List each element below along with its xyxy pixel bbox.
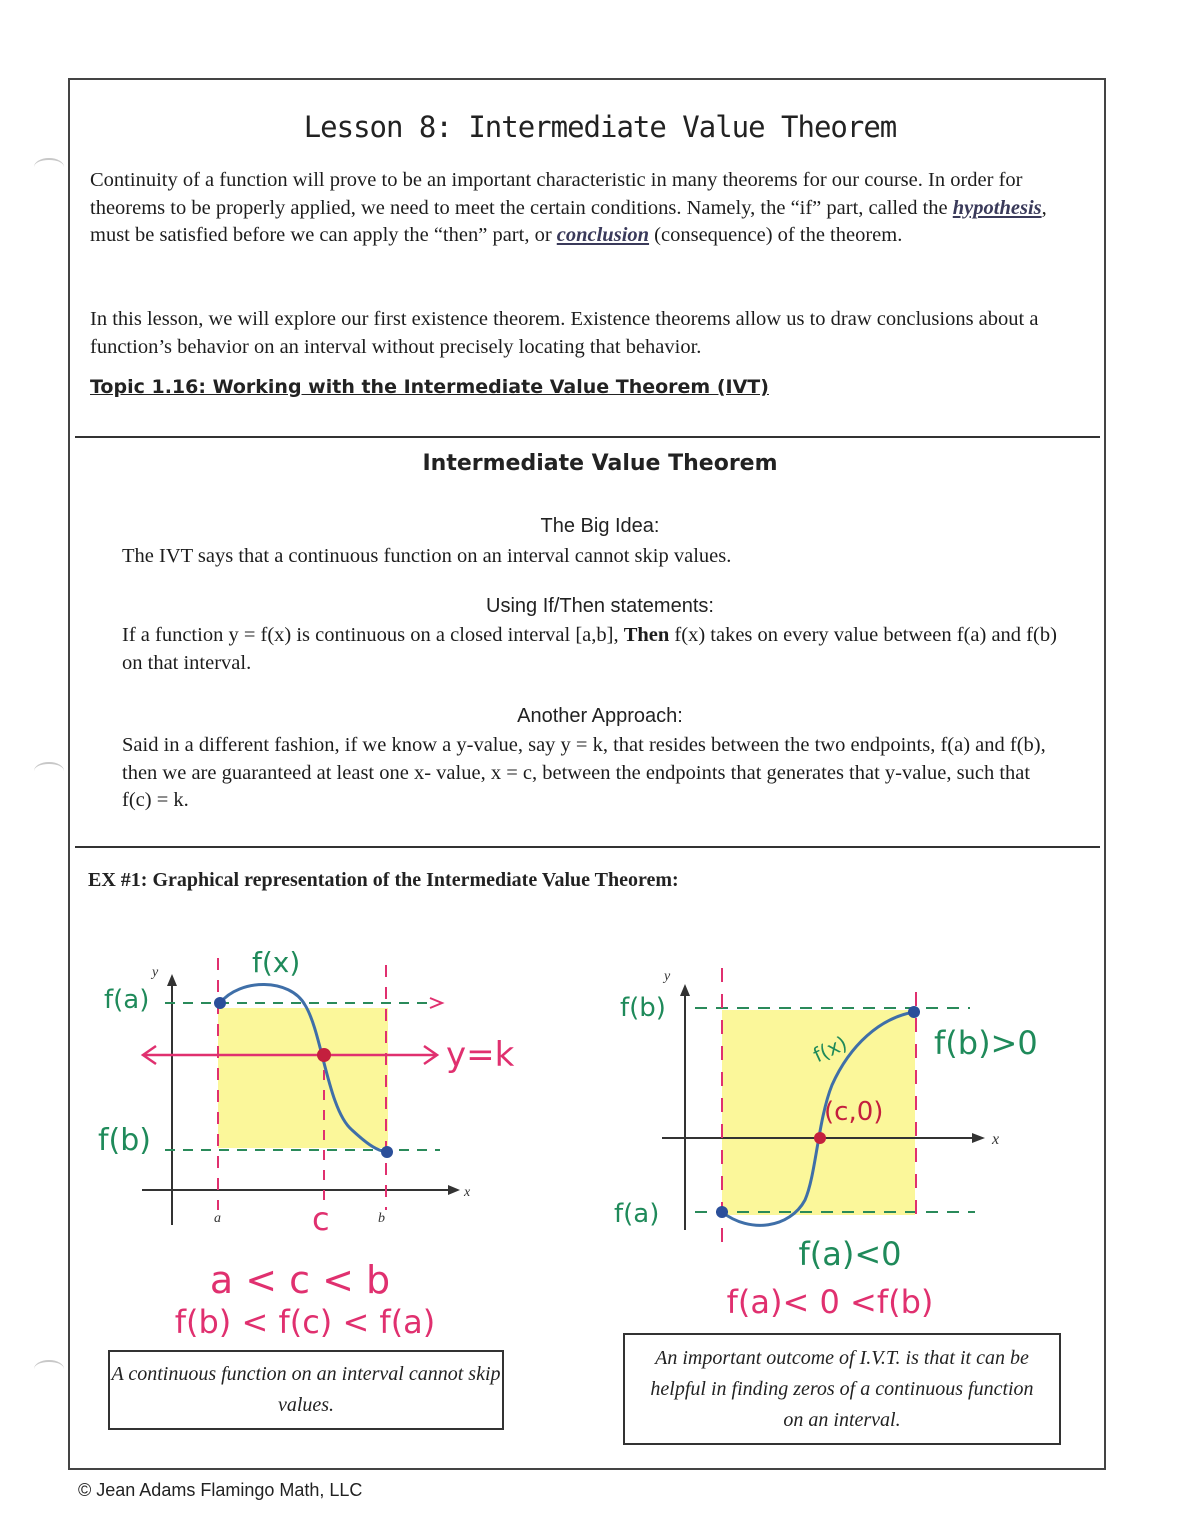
y-axis-arrow xyxy=(167,974,177,986)
point-c-zero xyxy=(814,1132,826,1144)
a-label: a xyxy=(214,1211,221,1226)
k-label: y=k xyxy=(446,1035,515,1075)
right-note-box xyxy=(623,1333,1061,1445)
punch-hole-mark xyxy=(34,762,64,780)
y-axis-label: y xyxy=(664,969,671,984)
y-axis-label: y xyxy=(152,965,159,980)
fa-label: f(a) xyxy=(614,1199,660,1229)
another-approach-label: Another Approach: xyxy=(517,705,683,727)
left-note-text: A continuous function on an interval cannot skip values. xyxy=(111,1363,501,1416)
ivt-heading: Intermediate Value Theorem xyxy=(422,451,778,476)
ifthen-then: Then xyxy=(623,624,670,646)
point-a xyxy=(214,997,226,1009)
y-axis-arrow xyxy=(680,984,690,996)
ifthen-text-b: f(x) takes on every value between f(a) and f(b) on that interval. xyxy=(122,624,1057,674)
topic-heading: Topic 1.16: Working with the Intermediate Value Theorem (IVT) xyxy=(90,376,769,398)
another-approach-text: Said in a different fashion, if we know a y-value, say y = k, that resides between the two endpoints, f(a) and f(b), then we are guaranteed at least one x- value, x = c, between the endpoints that generates that y-value, such that f(c) = k. xyxy=(122,734,1046,811)
punch-hole-mark xyxy=(34,1360,64,1378)
c-zero-label: (c,0) xyxy=(824,1097,884,1127)
point-b xyxy=(381,1146,393,1158)
point-b xyxy=(908,1006,920,1018)
section-divider xyxy=(75,436,1100,438)
punch-hole-mark xyxy=(34,158,64,176)
ifthen-label: Using If/Then statements: xyxy=(486,595,714,617)
section-divider xyxy=(75,846,1100,848)
left-inequality-2: f(b) < f(c) < f(a) xyxy=(174,1303,436,1341)
highlight-region xyxy=(218,1008,388,1148)
right-inequality-2: f(a)< 0 <f(b) xyxy=(726,1283,934,1321)
fa-guide-arrow xyxy=(430,998,442,1008)
left-note-box xyxy=(108,1350,504,1430)
fx-label: f(x) xyxy=(252,946,301,979)
c-label: c xyxy=(312,1200,330,1238)
fb-label: f(b) xyxy=(620,993,666,1023)
right-note-text: An important outcome of I.V.T. is that it can be helpful in finding zeros of a continuous function on an interval. xyxy=(650,1346,1034,1431)
ifthen-text xyxy=(122,622,1062,677)
ifthen-text-a: If a function y = f(x) is continuous on a closed interval [a,b], xyxy=(122,624,624,646)
intro-text-a: Continuity of a function will prove to be an important characteristic in many theorems for our course. In order for theorems to be properly applied, we need to meet the certain conditions. Namely, the “if” part, called the xyxy=(90,169,1023,219)
intro-text-c: (consequence) of the theorem. xyxy=(649,224,903,246)
intro-paragraph-2: In this lesson, we will explore our first existence theorem. Existence theorems allow us to draw conclusions about a function’s behavior on an interval without precisely locating that behavior. xyxy=(90,308,1039,358)
right-inequality-1: f(a)<0 xyxy=(798,1235,902,1273)
fb-label: f(b) xyxy=(98,1123,152,1158)
big-idea-text: The IVT says that a continuous function on an interval cannot skip values. xyxy=(122,545,732,567)
fa-label: f(a) xyxy=(104,985,150,1015)
big-idea-label: The Big Idea: xyxy=(540,515,660,537)
hypothesis-term: hypothesis xyxy=(952,196,1042,219)
intro-text-b: , must be satisfied before we can apply the “then” part, or xyxy=(90,196,1047,246)
right-ivt-graph xyxy=(600,950,1070,1330)
conclusion-term: conclusion xyxy=(556,224,650,246)
x-axis-arrow xyxy=(448,1185,460,1195)
point-a xyxy=(716,1206,728,1218)
intro-paragraph-1 xyxy=(90,167,1090,250)
fx-label: f(x) xyxy=(809,1030,851,1068)
page-title: Lesson 8: Intermediate Value Theorem xyxy=(303,110,897,144)
left-inequality-1: a < c < b xyxy=(209,1258,391,1302)
x-axis-arrow xyxy=(972,1133,985,1143)
fb-positive-label: f(b)>0 xyxy=(934,1024,1038,1062)
b-label: b xyxy=(378,1211,385,1226)
example-label: EX #1: Graphical representation of the Intermediate Value Theorem: xyxy=(88,869,679,891)
x-axis-label: x xyxy=(992,1131,1000,1148)
copyright-footer: © Jean Adams Flamingo Math, LLC xyxy=(78,1480,363,1500)
point-c xyxy=(317,1048,331,1062)
x-axis-label: x xyxy=(464,1185,471,1200)
